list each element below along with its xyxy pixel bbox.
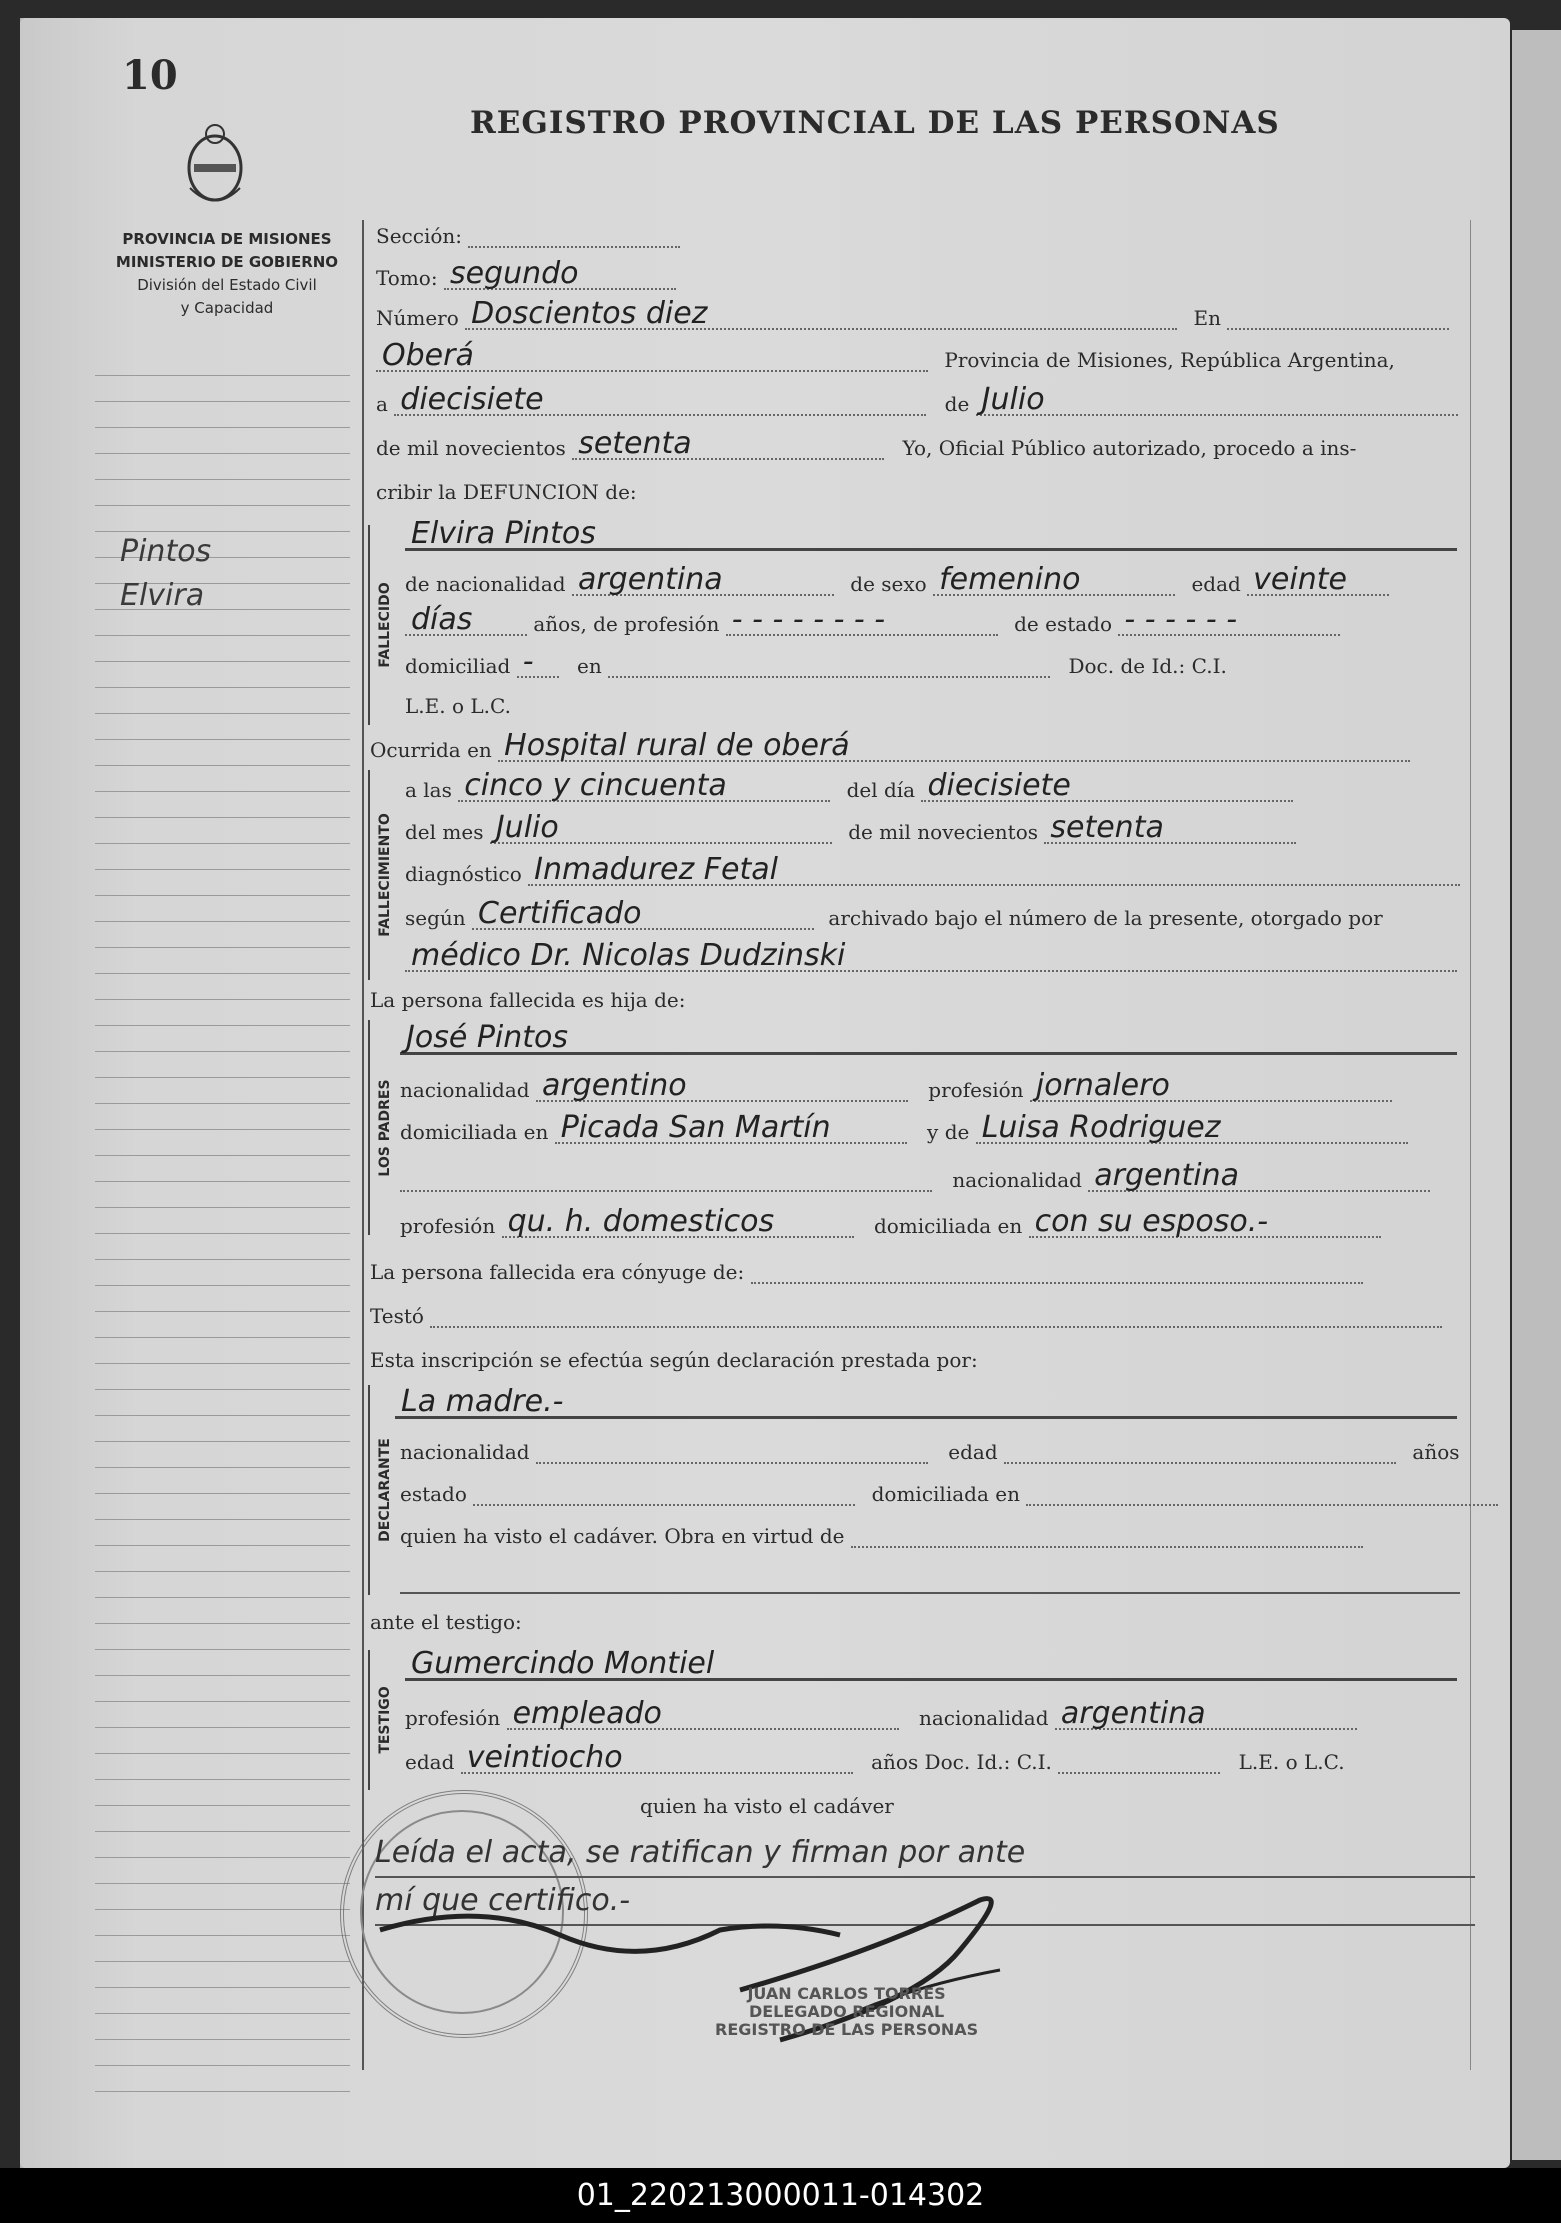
fallecido-tag-label: FALLECIDO (377, 582, 393, 668)
declarante-name-row (395, 1384, 1457, 1419)
diagnostico-field: Inmadurez Fetal (528, 856, 1460, 886)
madre-domicilio-label: domiciliada en (873, 1214, 1023, 1238)
tomo-row (376, 256, 676, 291)
conyuge-label: La persona fallecida era cónyuge de: (370, 1260, 745, 1284)
testigo-tag-label: TESTIGO (377, 1686, 393, 1754)
ocurrida-field: Hospital rural de oberá (498, 732, 1410, 762)
day-field: diecisiete (394, 386, 926, 416)
date-row (376, 382, 1458, 417)
madre-profesion: qu. h. domesticos (502, 1208, 854, 1238)
seal-line-2: DELEGADO REGIONAL (748, 2002, 945, 2021)
adjacent-page-edge (1512, 30, 1561, 2160)
segun-field: Certificado (472, 900, 814, 930)
declarante-extra-line (400, 1592, 1460, 1594)
fallecido-nacionalidad-row (405, 562, 1389, 597)
declarante-domicilio (1026, 1480, 1498, 1506)
fallecido-edad: veinte (1247, 566, 1389, 596)
officer-seal (715, 1985, 978, 2039)
declarante-nacionalidad (536, 1438, 928, 1464)
madre-nacionalidad-row (400, 1158, 1430, 1193)
medico-row (405, 938, 1457, 973)
numero-field: Doscientos diez (465, 300, 1177, 330)
declarante-estado-row (400, 1480, 1498, 1506)
conyuge-field (751, 1258, 1363, 1284)
testo-field (430, 1302, 1442, 1328)
fallecido-tag (368, 525, 400, 725)
en-label: En (1193, 306, 1221, 330)
testigo-edad-label: edad (405, 1750, 455, 1774)
padre-domicilio-row (400, 1110, 1408, 1145)
ministry-line-3: División del Estado Civil (137, 276, 317, 294)
testigo-profesion-label: profesión (405, 1706, 501, 1730)
testo-label: Testó (370, 1304, 424, 1328)
fallecido-domicilio-label: domiciliad (405, 654, 511, 678)
ocurrida-row (370, 728, 1410, 763)
ministry-line-2: MINISTERIO DE GOBIERNO (115, 253, 339, 271)
declarante-nacionalidad-label: nacionalidad (400, 1440, 530, 1464)
testigo-tag (368, 1650, 400, 1790)
year-prefix: de mil novecientos (376, 436, 566, 460)
declarante-obra-field (851, 1522, 1363, 1548)
testigo-name: Gumercindo Montiel (405, 1650, 1457, 1681)
fallecido-domicilio: - (517, 648, 559, 678)
fallecido-estado-label: de estado (1014, 612, 1113, 636)
padre-name: José Pintos (400, 1024, 1457, 1055)
fallecido-doc-label: Doc. de Id.: C.I. (1068, 654, 1227, 678)
declarante-estado (473, 1480, 855, 1506)
madre-yde-label: y de (927, 1120, 970, 1144)
fallecido-profesion-row (405, 602, 1340, 637)
testigo-ci (1058, 1748, 1220, 1774)
seal-line-1: JUAN CARLOS TORRES (747, 1984, 946, 2003)
madre-profesion-row (400, 1204, 1381, 1239)
fallecimiento-tag (368, 770, 400, 980)
fallecido-anos-label: años, de profesión (533, 612, 720, 636)
padre-name-row (400, 1020, 1457, 1055)
numero-label: Número (376, 306, 459, 330)
de-label: de (944, 392, 970, 416)
seal-line-3: REGISTRO DE LAS PERSONAS (715, 2020, 979, 2039)
tomo-field: segundo (444, 260, 676, 290)
segun-label: según (405, 906, 466, 930)
madre-name: Luisa Rodriguez (976, 1114, 1408, 1144)
declarante-tag-label: DECLARANTE (377, 1438, 393, 1542)
padres-intro: La persona fallecida es hija de: (370, 988, 686, 1012)
hora-label: a las (405, 778, 452, 802)
declarante-intro: Esta inscripción se efectúa según declaración prestada por: (370, 1348, 978, 1372)
madre-profesion-label: profesión (400, 1214, 496, 1238)
testigo-edad: veintiocho (461, 1744, 853, 1774)
folio-number: 10 (122, 52, 178, 99)
year-row (376, 426, 1357, 461)
seccion-row (376, 222, 680, 248)
testigo-nacionalidad: argentina (1055, 1700, 1357, 1730)
testigo-le-label: L.E. o L.C. (1238, 1750, 1345, 1774)
declarante-domicilio-label: domiciliada en (871, 1482, 1020, 1506)
padre-profesion-label: profesión (928, 1078, 1024, 1102)
fallecimiento-tag-label: FALLECIMIENTO (377, 813, 393, 937)
madre-extra-field (400, 1166, 932, 1192)
testigo-edad-row (405, 1740, 1345, 1775)
fallecido-name-row (405, 516, 1457, 551)
month-field: Julio (976, 386, 1458, 416)
fallecido-sexo-label: de sexo (850, 572, 927, 596)
margin-divider (362, 220, 364, 2070)
declarante-edad-label: edad (948, 1440, 998, 1464)
seccion-label: Sección: (376, 224, 462, 248)
fallecido-le-row: L.E. o L.C. (405, 694, 511, 718)
archivado-text: archivado bajo el número de la presente, otorgado por (828, 906, 1383, 930)
declarante-nacionalidad-row (400, 1438, 1460, 1464)
fallecido-name: Elvira Pintos (405, 520, 1457, 551)
madre-domicilio: con su esposo.- (1029, 1208, 1381, 1238)
place-field: Oberá (376, 342, 928, 372)
padre-domicilio-label: domiciliada en (400, 1120, 549, 1144)
cribir-row: cribir la DEFUNCION de: (376, 480, 637, 504)
numero-row (376, 296, 1449, 331)
scan-caption: 01_220213000011-014302 (0, 2168, 1561, 2223)
margin-notes (120, 530, 211, 618)
hora-field: cinco y cincuenta (458, 772, 830, 802)
medico-field: médico Dr. Nicolas Dudzinski (405, 942, 1457, 972)
closing-line-2: mí que certifico.- (375, 1878, 1475, 1926)
fallecido-sexo: femenino (933, 566, 1175, 596)
declarante-edad (1004, 1438, 1396, 1464)
declarante-estado-label: estado (400, 1482, 467, 1506)
mes-label: del mes (405, 820, 484, 844)
fallecido-estado: - - - - - - (1118, 606, 1340, 636)
margin-note-surname: Pintos (120, 534, 212, 569)
segun-row (405, 896, 1383, 931)
testigo-nacionalidad-label: nacionalidad (918, 1706, 1049, 1730)
right-border (1470, 220, 1471, 2070)
fallecido-edad-label: edad (1191, 572, 1241, 596)
testigo-profesion-row (405, 1696, 1357, 1731)
testigo-visto-row: quien ha visto el cadáver (640, 1794, 894, 1818)
official-text: Yo, Oficial Público autorizado, procedo a ins- (902, 436, 1357, 460)
fallecido-nacionalidad: argentina (572, 566, 834, 596)
fallecido-profesion: - - - - - - - - (726, 606, 998, 636)
province-text: Provincia de Misiones, República Argentina, (944, 348, 1395, 372)
declarante-anos-label: años (1412, 1440, 1460, 1464)
declarante-name: La madre.- (395, 1388, 1457, 1419)
fallecido-dias: días (405, 606, 527, 636)
en-field (1227, 304, 1449, 330)
conyuge-row (370, 1258, 1363, 1284)
anio-label: de mil novecientos (848, 820, 1039, 844)
testigo-name-row (405, 1646, 1457, 1681)
padre-nacionalidad: argentino (536, 1072, 908, 1102)
diagnostico-label: diagnóstico (405, 862, 522, 886)
testo-row (370, 1302, 1442, 1328)
page-title: REGISTRO PROVINCIAL DE LAS PERSONAS (470, 105, 1280, 141)
hora-row (405, 768, 1293, 803)
madre-nacionalidad-label: nacionalidad (952, 1168, 1082, 1192)
testigo-profesion: empleado (507, 1700, 899, 1730)
padre-profesion: jornalero (1030, 1072, 1392, 1102)
fallecido-en-field (608, 652, 1050, 678)
coat-of-arms-icon (180, 118, 250, 208)
anio-field: setenta (1044, 814, 1296, 844)
fallecido-en-label: en (577, 654, 602, 678)
mes-row (405, 810, 1296, 845)
testigo-intro: ante el testigo: (370, 1610, 522, 1634)
place-row (376, 338, 1395, 373)
padre-domicilio: Picada San Martín (555, 1114, 907, 1144)
mes-field: Julio (490, 814, 832, 844)
madre-nacionalidad: argentina (1088, 1162, 1430, 1192)
year-field: setenta (572, 430, 884, 460)
ocurrida-label: Ocurrida en (370, 738, 492, 762)
declarante-visto-label: quien ha visto el cadáver. Obra en virtud de (400, 1524, 845, 1548)
declarante-visto-row (400, 1522, 1363, 1548)
padres-tag (368, 1020, 400, 1235)
ministry-line-4: y Capacidad (180, 299, 274, 317)
a-label: a (376, 392, 388, 416)
padre-nacionalidad-label: nacionalidad (400, 1078, 530, 1102)
testigo-anos-label: años Doc. Id.: C.I. (871, 1750, 1052, 1774)
fallecido-nacionalidad-label: de nacionalidad (405, 572, 566, 596)
padres-tag-label: LOS PADRES (377, 1078, 393, 1177)
seccion-field (468, 222, 680, 248)
padre-nacionalidad-row (400, 1068, 1392, 1103)
closing-line-1: Leída el acta, se ratifican y firman por ante (375, 1830, 1475, 1878)
dia-label: del día (846, 778, 916, 802)
tomo-label: Tomo: (376, 266, 438, 290)
dia-field: diecisiete (921, 772, 1293, 802)
ministry-line-1: PROVINCIA DE MISIONES (122, 230, 332, 248)
ministry-header (92, 228, 362, 320)
fallecido-domicilio-row (405, 644, 1227, 679)
margin-note-given-name: Elvira (120, 578, 205, 613)
diagnostico-row (405, 852, 1460, 887)
